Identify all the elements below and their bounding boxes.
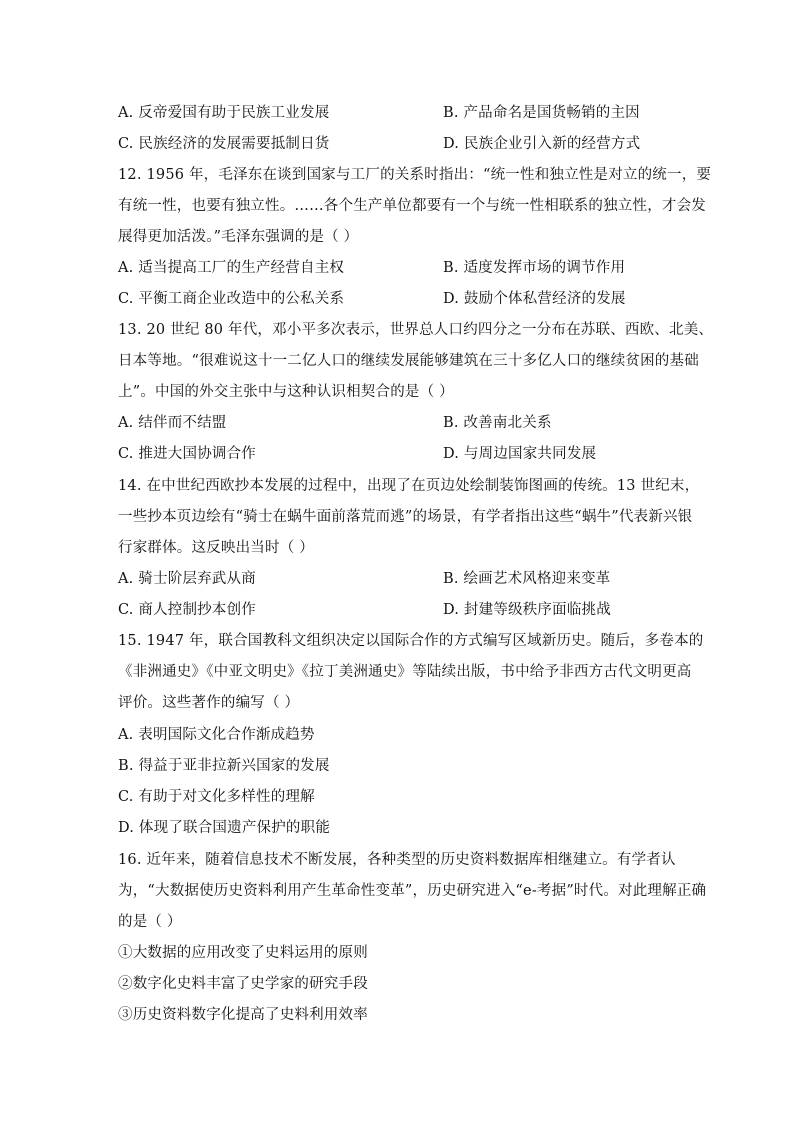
q15-stem-line-2: 《非洲通史》《中亚文明史》《拉丁美洲通史》等陆续出版，书中给予非西方古代文明更高 — [118, 664, 692, 680]
q16-item-3: ③历史资料数字化提高了史料利用效率 — [118, 1007, 368, 1023]
q15-option-c: C. 有助于对文化多样性的理解 — [118, 789, 315, 805]
q16-stem-line-3: 的是（ ） — [118, 914, 182, 930]
q13-option-b: B. 改善南北关系 — [443, 415, 552, 431]
q11-option-b: B. 产品命名是国货畅销的主因 — [443, 105, 640, 121]
q13-stem-line-3: 上”。中国的外交主张中与这种认识相契合的是（ ） — [118, 384, 454, 400]
q11-option-a: A. 反帝爱国有助于民族工业发展 — [118, 105, 330, 121]
q16-item-1: ①大数据的应用改变了史料运用的原则 — [118, 945, 368, 961]
q14-option-a: A. 骑士阶层弃武从商 — [118, 571, 256, 587]
q11-option-d: D. 民族企业引入新的经营方式 — [443, 136, 641, 152]
q15-option-d: D. 体现了联合国遗产保护的职能 — [118, 820, 331, 836]
q14-option-b: B. 绘画艺术风格迎来变革 — [443, 571, 611, 587]
q16-stem-line-2: 为，“大数据使历史资料利用产生革命性变革”，历史研究进入“e-考据”时代。对此理解正确 — [118, 883, 707, 899]
q12-option-c: C. 平衡工商企业改造中的公私关系 — [118, 291, 345, 307]
q14-option-d: D. 封建等级秩序面临挑战 — [443, 602, 611, 618]
q12-option-d: D. 鼓励个体私营经济的发展 — [443, 291, 626, 307]
q12-stem-line-3: 展得更加活泼。”毛泽东强调的是（ ） — [118, 229, 359, 245]
q14-stem-line-1: 14. 在中世纪西欧抄本发展的过程中，出现了在页边处绘制装饰图画的传统。13 世纪末， — [118, 478, 700, 494]
q13-stem-line-2: 日本等地。“很难说这十一二亿人口的继续发展能够建筑在三十多亿人口的继续贫困的基础 — [118, 353, 699, 369]
q14-stem-line-3: 行家群体。这反映出当时（ ） — [118, 540, 314, 556]
q14-stem-line-2: 一些抄本页边绘有“骑士在蜗牛面前落荒而逃”的场景，有学者指出这些“蜗牛”代表新兴银 — [118, 509, 693, 525]
q13-stem-line-1: 13. 20 世纪 80 年代，邓小平多次表示，世界总人口约四分之一分布在苏联、西欧、北美、 — [118, 322, 714, 338]
q12-stem-line-1: 12. 1956 年，毛泽东在谈到国家与工厂的关系时指出：“统一性和独立性是对立的统一，要 — [118, 167, 712, 183]
q12-option-a: A. 适当提高工厂的生产经营自主权 — [118, 260, 345, 276]
q12-stem-line-2: 有统一性，也要有独立性。……各个生产单位都要有一个与统一性相联系的独立性，才会发 — [118, 198, 706, 214]
q12-option-b: B. 适度发挥市场的调节作用 — [443, 260, 626, 276]
q11-option-c: C. 民族经济的发展需要抵制日货 — [118, 136, 330, 152]
q13-option-d: D. 与周边国家共同发展 — [443, 446, 597, 462]
q13-option-a: A. 结伴而不结盟 — [118, 415, 227, 431]
q15-stem-line-1: 15. 1947 年，联合国教科文组织决定以国际合作的方式编写区域新历史。随后，多卷本的 — [118, 633, 704, 649]
q15-option-a: A. 表明国际文化合作渐成趋势 — [118, 727, 315, 743]
q16-stem-line-1: 16. 近年来，随着信息技术不断发展，各种类型的历史资料数据库相继建立。有学者认 — [118, 852, 676, 868]
q15-stem-line-3: 评价。这些著作的编写（ ） — [118, 695, 300, 711]
q14-option-c: C. 商人控制抄本创作 — [118, 602, 256, 618]
q16-item-2: ②数字化史料丰富了史学家的研究手段 — [118, 976, 368, 992]
q15-option-b: B. 得益于亚非拉新兴国家的发展 — [118, 758, 330, 774]
q13-option-c: C. 推进大国协调合作 — [118, 446, 256, 462]
